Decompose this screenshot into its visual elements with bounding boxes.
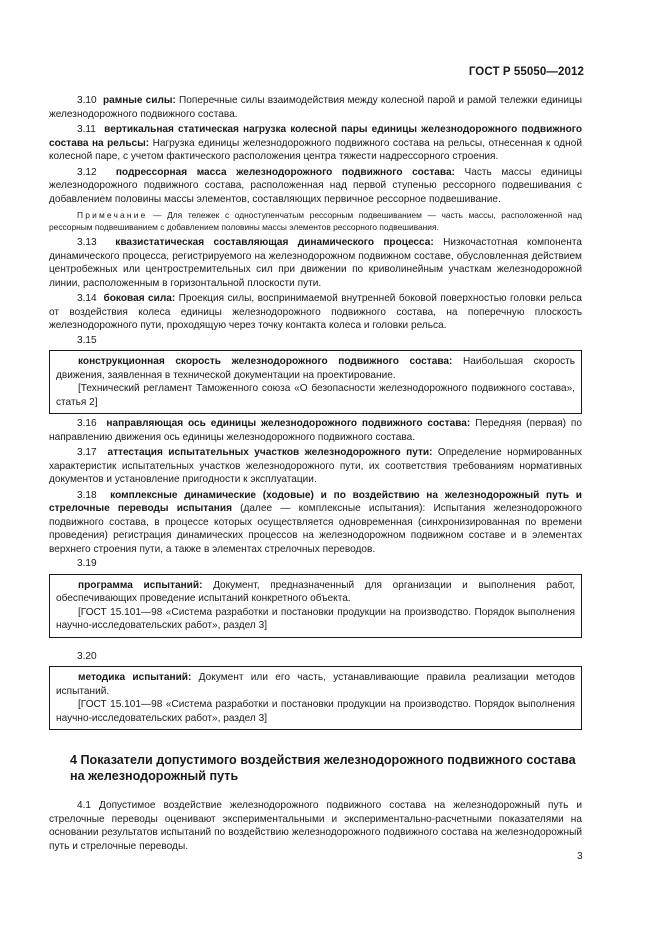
definition-3-16: 3.16 направляющая ось единицы железнодорожного подвижного состава: Передняя (первая) по направлению движения ось единицы железнодорожного подвижного состава. (49, 418, 582, 443)
definition-3-18: 3.18 комплексные динамические (ходовые) и по воздействию на железнодорожный путь и стрелочные переводы испытания (далее — комплексные испытания): Испытания железнодорожного подвижного состава, в процессе которых осуществляется одновременная (синхронизированная по времени проведения) регистрация динамических процессов на железнодорожном подвижном составе и в элементах верхнего строения пути, а также в элементах стрелочных переводов. (49, 489, 582, 555)
boxed-definition-3-20 (49, 666, 582, 730)
note-3-12: Примечание — Для тележек с одноступенчатым рессорным подвешиванием — часть массы, расположенной над рессорным подвешиванием с добавлением половины массы элементов рессорного подвешивания. (49, 210, 582, 232)
boxed-definition-3-19 (49, 574, 582, 638)
document-id: ГОСТ Р 55050—2012 (468, 66, 584, 78)
page-number: 3 (577, 851, 583, 862)
definition-3-20: методика испытаний: Документ или его часть, устанавливающие правила реализации методов испытаний. (56, 672, 575, 697)
definition-3-15-number: 3.15 (77, 334, 97, 346)
boxed-definition-3-15 (49, 350, 582, 414)
definition-3-10: 3.10 рамные силы: Поперечные силы взаимодействия между колесной парой и рамой тележки единицы железнодорожного подвижного состава. (49, 95, 583, 120)
reference-3-15: [Технический регламент Таможенного союза «О безопасности железнодорожного подвижного состава», статья 2] (56, 383, 575, 408)
definition-3-13: 3.13 квазистатическая составляющая динамического процесса: Низкочастотная компонента динамического процесса, регистрируемого на железнодорожном подвижном составе, обусловленная действием центробежных или центростремительных сил при движении по криволинейным участкам железнодорожной линии, расположенным в горизонтальной плоскости пути. (49, 237, 582, 289)
reference-3-20: [ГОСТ 15.101—98 «Система разработки и постановки продукции на производство. Порядок выполнения научно-исследовательских работ», раздел 3] (56, 699, 575, 724)
definition-3-17: 3.17 аттестация испытательных участков железнодорожного пути: Определение нормированных характеристик испытательных участков железнодорожного пути, их соответствия требованиям нормативных документов и установление пригодности к эксплуатации. (49, 447, 582, 485)
page-content (49, 94, 582, 853)
definition-3-19: программа испытаний: Документ, предназначенный для организации и выполнения работ, обеспечивающих проведение испытаний конкретного объекта. (56, 579, 576, 604)
section-4-title: 4 Показатели допустимого воздействия железнодорожного подвижного состава на железнодорожный путь (70, 753, 576, 783)
definition-3-19-number: 3.19 (77, 558, 97, 569)
paragraph-4-1: 4.1 Допустимое воздействие железнодорожного подвижного состава на железнодорожный путь и стрелочные переводы оценивают экспериментальными и экспериментально-расчетными показателями на основании результатов испытаний по воздействию железнодорожного подвижного состава на железнодорожный путь и стрелочные переводы. (49, 800, 582, 852)
definition-3-20-number: 3.20 (77, 650, 97, 662)
definition-3-15: конструкционная скорость железнодорожного подвижного состава: Наибольшая скорость движения, заявленная в технической документации на проектирование. (56, 356, 575, 381)
definition-3-14: 3.14 боковая сила: Проекция силы, воспринимаемой внутренней боковой поверхностью головки рельса от воздействия колеса единицы железнодорожного подвижного состава, на поперечную плоскость железнодорожного пути, проходящую через точку контакта колеса и головки рельса. (49, 293, 582, 331)
definition-3-11: 3.11 вертикальная статическая нагрузка колесной пары единицы железнодорожного подвижного состава на рельсы: Нагрузка единицы железнодорожного подвижного состава на рельсы, отнесенная к одной колесной паре, с учетом фактического расположения центра тяжести надрессорного строения. (49, 124, 583, 162)
definition-3-12: 3.12 подрессорная масса железнодорожного подвижного состава: Часть массы единицы железнодорожного подвижного состава, расположенная над первой ступенью рессорного подвешивания с добавлением половины массы элементов, составляющих первичное рессорное подвешивание. (49, 166, 582, 205)
reference-3-19: [ГОСТ 15.101—98 «Система разработки и постановки продукции на производство. Порядок выполнения научно-исследовательских работ», раздел 3] (56, 606, 575, 631)
